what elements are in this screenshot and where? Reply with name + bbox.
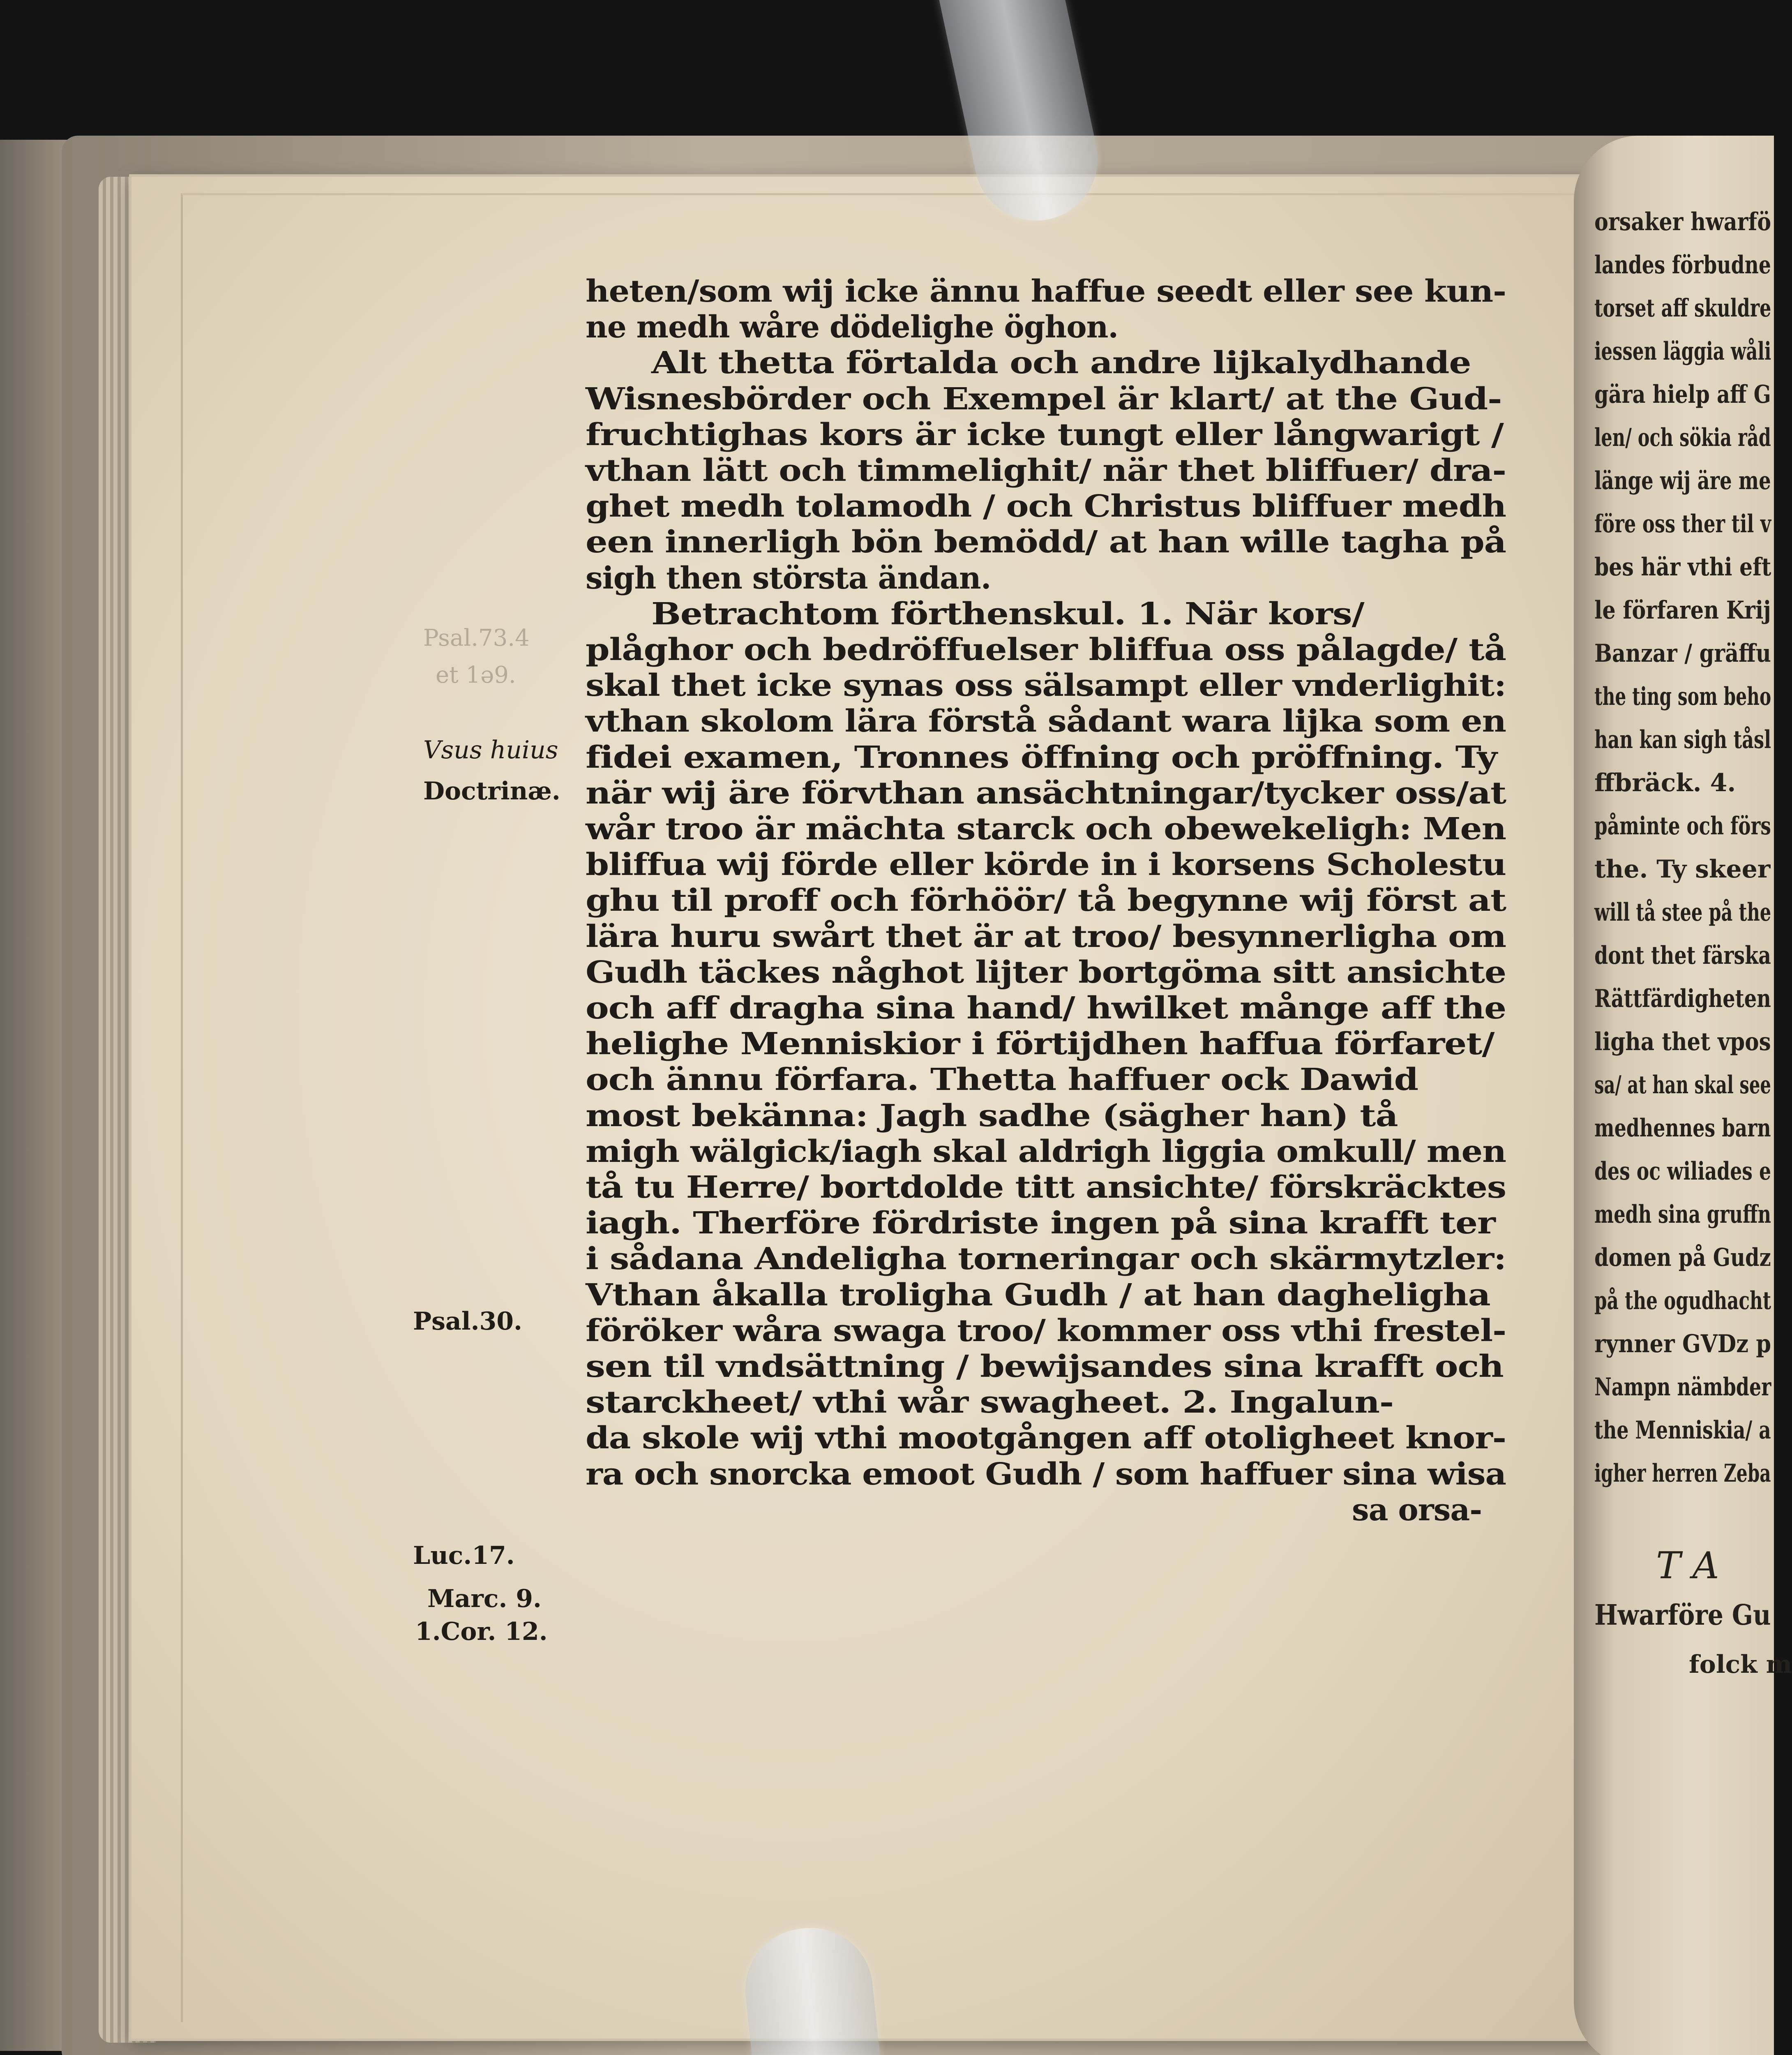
text-line: migh wälgick/iagh skal aldrigh liggia omkull/ men xyxy=(586,1134,1506,1169)
text-line: i sådana Andeligha torneringar och skärmytzler: xyxy=(586,1241,1506,1277)
text-line: sigh then största ändan. xyxy=(586,560,991,596)
recto-text-line: länge wij äre me xyxy=(1594,466,1771,495)
recto-text-line: len/ och sökia råd xyxy=(1594,423,1771,452)
recto-text-line: medh sina gruffn xyxy=(1594,1200,1771,1229)
text-line: lära huru swårt thet är at troo/ besynnerligha om xyxy=(586,919,1506,954)
text-line: skal thet icke synas oss sälsampt eller vnderlighit: xyxy=(586,668,1506,704)
text-line: bliffua wij förde eller körde in i korsens Scholestu xyxy=(586,847,1506,883)
recto-text-line: Nampn nämbder xyxy=(1594,1373,1771,1402)
text-line: Gudh täckes någhot lijter bortgöma sitt ansichte xyxy=(586,954,1506,990)
margin-note: Luc.17. xyxy=(413,1541,515,1570)
recto-text-line: Rättfärdigheten xyxy=(1594,984,1771,1013)
recto-text-line: orsaker hwarfö xyxy=(1594,208,1771,236)
text-line: Alt thetta förtalda och andre lijkalydhande xyxy=(651,345,1471,381)
margin-note: Marc. 9. xyxy=(427,1584,542,1613)
recto-text-line: the. Ty skeer xyxy=(1594,855,1771,884)
recto-text-line: Hwarföre Gu xyxy=(1594,1599,1771,1632)
text-line: Betrachtom förthenskul. 1. När kors/ xyxy=(651,596,1364,632)
margin-note: Psal.30. xyxy=(413,1307,522,1336)
recto-text-line: landes förbudne xyxy=(1594,251,1771,279)
text-line: Wisnesbörder och Exempel är klart/ at the Gud- xyxy=(586,381,1502,417)
text-line: vthan lätt och timmelighit/ när thet bliffuer/ dra- xyxy=(586,453,1506,488)
recto-text-line: rynner GVDz p xyxy=(1594,1330,1771,1358)
recto-text-line: gära hielp aff G xyxy=(1594,380,1771,409)
recto-text-line: torset aff skuldre xyxy=(1594,294,1771,323)
text-line: heten/som wij icke ännu haffue seedt eller see kun- xyxy=(586,274,1506,309)
text-line: wår troo är mächta starck och obewekeligh: Men xyxy=(586,811,1506,847)
text-line: Vthan åkalla troligha Gudh / at han dagheligha xyxy=(586,1277,1490,1313)
recto-text-line: bes här vthi eft xyxy=(1594,553,1771,582)
recto-text-line: medhennes barn xyxy=(1594,1114,1771,1143)
recto-text-line: sa/ at han skal see xyxy=(1594,1071,1771,1099)
recto-text-line: folck m xyxy=(1689,1650,1792,1679)
margin-note: 1.Cor. 12. xyxy=(415,1617,548,1646)
text-line: och aff dragha sina hand/ hwilket månge aff the xyxy=(586,991,1506,1026)
bleed-through-text: et 1ə9. xyxy=(436,662,516,688)
recto-text-line: domen på Gudz xyxy=(1594,1243,1771,1272)
recto-text-line: le förfaren Krij xyxy=(1594,596,1771,625)
text-line: da skole wij vthi mootgången aff otoligheet knor- xyxy=(586,1420,1506,1456)
text-line: sa orsa- xyxy=(1352,1492,1482,1528)
recto-text-line: ligha thet vpos xyxy=(1594,1028,1771,1056)
recto-text-line: the ting som beho xyxy=(1594,682,1771,711)
margin-note: Vsus huius xyxy=(423,736,558,764)
text-line: starckheet/ vthi wår swagheet. 2. Ingalun- xyxy=(586,1385,1394,1420)
recto-text-line: igher herren Zeba xyxy=(1594,1459,1771,1488)
text-line: när wij äre förvthan ansächtningar/tycker oss/at xyxy=(586,775,1506,811)
text-line: een innerligh bön bemödd/ at han wille tagha på xyxy=(586,524,1506,560)
margin-note: Doctrinæ. xyxy=(423,777,560,806)
recto-text-line: the Menniskia/ a xyxy=(1594,1416,1771,1445)
recto-text-line: han kan sigh tåsl xyxy=(1594,725,1771,754)
text-line: most bekänna: Jagh sadhe (sägher han) tå xyxy=(586,1098,1398,1134)
recto-text-line: des oc wiliades e xyxy=(1594,1157,1771,1186)
text-line: helighe Menniskior i förtijdhen haffua förfaret/ xyxy=(586,1026,1494,1062)
recto-text-line: dont thet färska xyxy=(1594,941,1771,970)
text-line: och ännu förfara. Thetta haffuer ock Dawid xyxy=(586,1062,1418,1098)
text-line: ghet medh tolamodh / och Christus bliffuer medh xyxy=(586,489,1506,524)
text-line: ne medh wåre dödelighe öghon. xyxy=(586,309,1119,345)
text-line: tå tu Herre/ bortdolde titt ansichte/ förskräcktes xyxy=(586,1170,1506,1205)
text-line: vthan skolom lära förstå sådant wara lijka som en xyxy=(586,704,1506,739)
recto-text-line: ffbräck. 4. xyxy=(1594,769,1736,797)
recto-text-line: påminte och förs xyxy=(1594,812,1771,840)
text-line: föröker wåra swaga troo/ kommer oss vthi frestel- xyxy=(586,1313,1506,1348)
recto-text-line: före oss ther til v xyxy=(1594,510,1771,538)
text-line: fruchtighas kors är icke tungt eller långwarigt / xyxy=(586,417,1504,453)
recto-text-line: Banzar / gräffu xyxy=(1594,639,1771,668)
text-line: iagh. Therföre fördriste ingen på sina krafft ter xyxy=(586,1205,1495,1241)
text-line: ra och snorcka emoot Gudh / som haffuer sina wisa xyxy=(586,1456,1506,1492)
recto-text-line: will tå stee på the xyxy=(1594,898,1771,927)
recto-text-line: på the ogudhacht xyxy=(1594,1286,1771,1315)
recto-text-line: iessen läggia wåli xyxy=(1594,337,1771,366)
text-line: sen til vndsättning / bewijsandes sina krafft och xyxy=(586,1349,1504,1384)
bleed-through-text: Psal.73.4 xyxy=(423,625,530,651)
text-line: fidei examen, Tronnes öffning och pröffning. Ty xyxy=(586,739,1497,775)
text-line: plåghor och bedröffuelser bliffua oss pålagde/ tå xyxy=(586,632,1506,667)
recto-text-line: T A xyxy=(1656,1544,1719,1587)
text-line: ghu til proff och förhöör/ tå begynne wij först at xyxy=(586,883,1506,919)
